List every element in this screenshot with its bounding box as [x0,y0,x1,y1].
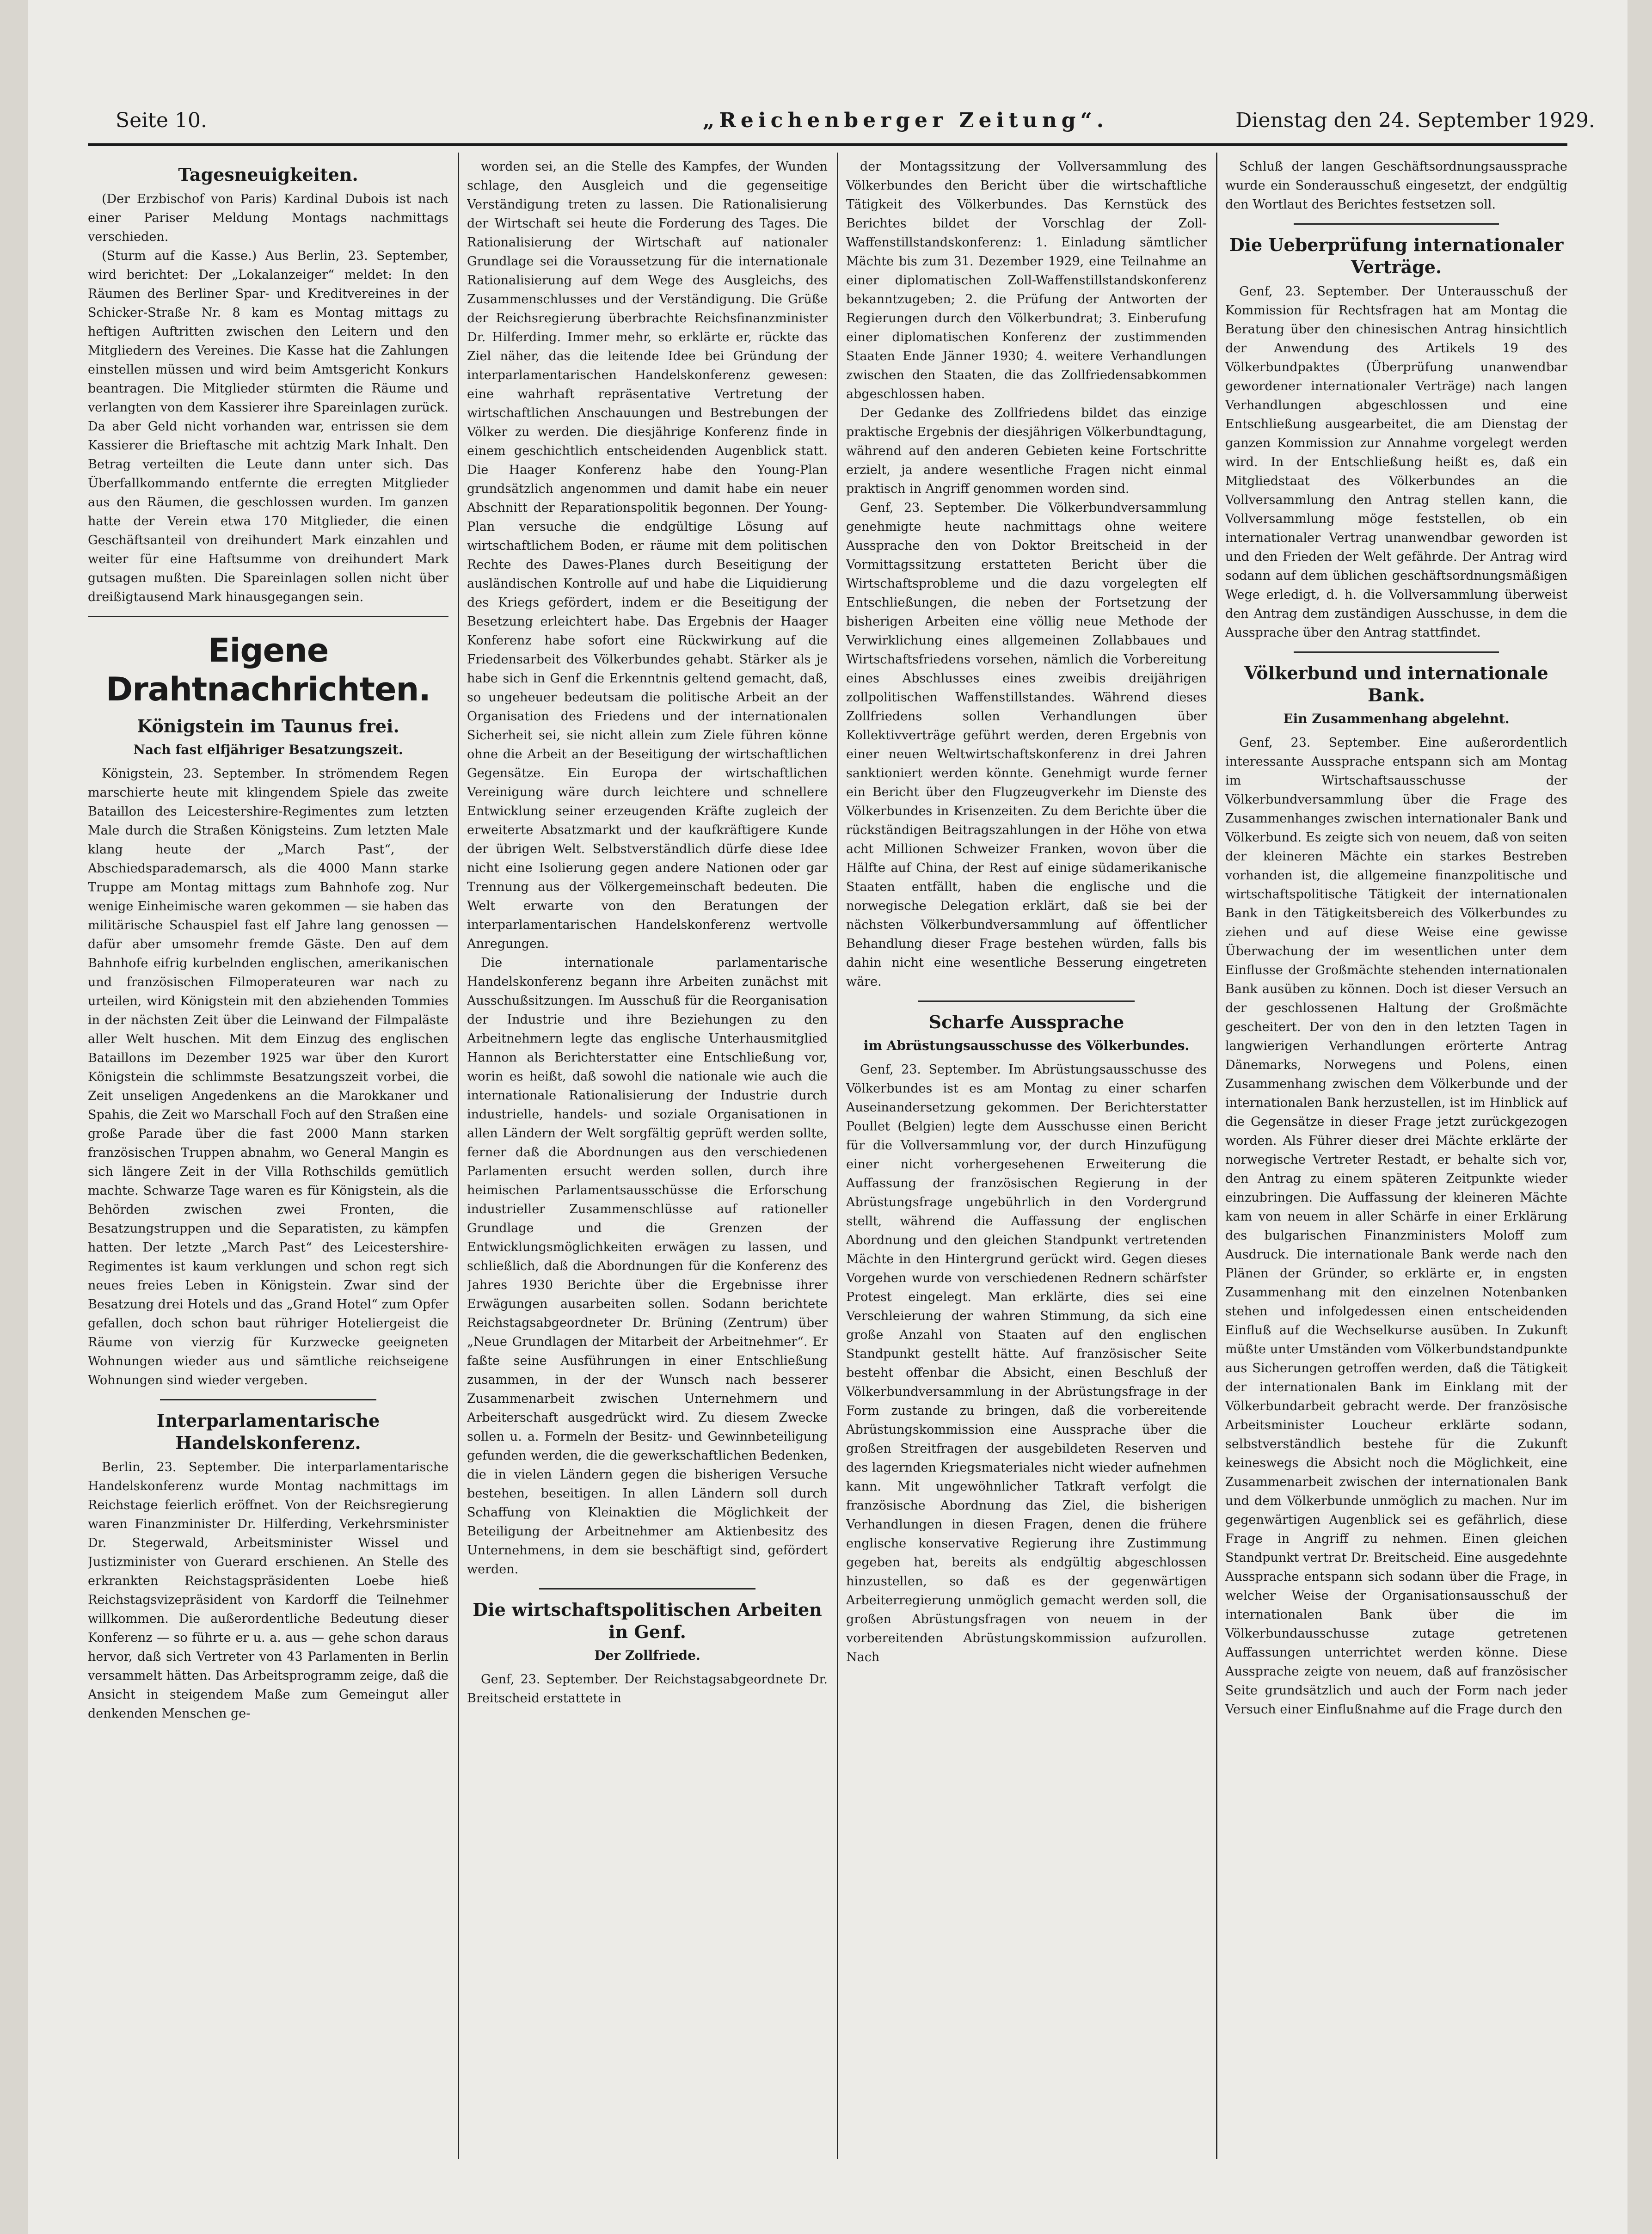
article-paragraph: worden sei, an die Stelle des Kampfes, der Wunden schlage, den Ausgleich und die gegenseitige Verständigung treten zu lassen. Die Rationalisierung der Wirtschaft sei heute die Forderung des Tages. Die Rationalisierung der Wirtschaft auf nationaler Grundlage sei die Voraussetzung für die internationale Rationalisierung auf dem Wege des Ausgleichs, des Zusammenschlusses und der Verständigung. Die Grüße der Reichsregierung überbrachte Reichsfinanzminister Dr. Hilferding. Immer mehr, so erklärte er, rückte das Ziel näher, das die leitende Idee bei Gründung der interparlamentarischen Handelskonferenz gewesen: eine wahrhaft repräsentative Vertretung der wirtschaftlichen Anschauungen und Bestrebungen der Völker zu werden. Die diesjährige Konferenz finde in einem geschichtlich entscheidenden Augenblick statt. Die Haager Konferenz habe den Young-Plan grundsätzlich angenommen und damit habe ein neuer Abschnitt der Reparationspolitik begonnen. Der Young-Plan versuche die endgültige Lösung auf wirtschaftlichem Boden, er räume mit dem politischen Rechte des Dawes-Planes durch Beseitigung der ausländischen Kontrolle auf und habe die Liquidierung des Kriegs gefördert, indem er die Beseitigung der Besetzung erleichtert habe. Das Ergebnis der Haager Konferenz habe sofort eine Rückwirkung auf die Friedensarbeit des Völkerbundes gehabt. Stärker als je habe sich in Genf die Erkenntnis geltend gemacht, daß, so ungeheuer bedeutsam die politische Arbeit an der Organisation des Friedens und der internationalen Sicherheit sei, sie nicht allein zum Ziele führen könne ohne die Arbeit an der Beseitigung der wirtschaftlichen Gegensätze. Ein Europa der wirtschaftlichen Vereinigung wäre durch leichtere und schnellere Entwicklung seiner erzeugenden Kräfte zugleich der erweiterte Absatzmarkt und der kaufkräftigere Kunde der übrigen Welt. Selbstverständlich dürfe diese Idee nicht eine Isolierung gegen andere Nationen oder gar Trennung aus der Völkergemeinschaft bedeuten. Die Welt erwarte von den Beratungen der interparlamentarischen Handelskonferenz wertvolle Anregungen. [467,160,828,951]
article-paragraph: Der Gedanke des Zollfriedens bildet das einzige praktische Ergebnis der diesjährigen Völkerbundtagung, während auf den anderen Gebieten keine Fortschritte erzielt, ja andere wesentliche Fragen nicht einmal praktisch in Angriff genommen worden sind. [846,406,1207,496]
page-header [116,109,1595,141]
article-paragraph: der Montagssitzung der Vollversammlung des Völkerbundes den Bericht über die wirtschaftliche Tätigkeit des Völkerbundes. Das Kernstück des Berichtes bildet der Vorschlag der Zoll-Waffenstillstandskonferenz: 1. Einladung sämtlicher Mächte bis zum 31. Dezember 1929, eine Teilnahme an einer diplomatischen Zoll-Waffenstillstandskonferenz bekanntzugeben; 2. die Prüfung der Antworten der Regierungen durch den Völkerbundrat; 3. Einberufung einer diplomatischen Konferenz der zustimmenden Staaten Ende Jänner 1930; 4. weitere Verhandlungen zwischen den Staaten, die das Zollfriedensabkommen abgeschlossen haben. [846,160,1207,401]
article-paragraph: Schluß der langen Geschäftsordnungsaussprache wurde ein Sonderausschuß eingesetzt, der endgültig den Wortlaut des Berichtes festsetzen soll. [1225,160,1567,212]
article-headline: Die Ueberprüfung internationaler Verträge. [1229,234,1564,277]
divider [1294,651,1499,653]
article-paragraph: (Sturm auf die Kasse.) Aus Berlin, 23. September, wird berichtet: Der „Lokalanzeiger“ meldet: In den Räumen des Berliner Spar- und Kreditvereines in der Schicker-Straße Nr. 8 kam es Montag mittags zu heftigen Auftritten zwischen den Leitern und den Mitgliedern des Vereines. Die Kasse hat die Zahlungen einstellen müssen und wird beim Amtsgericht Konkurs beantragen. Die Mitglieder stürmten die Räume und verlangten von dem Kassierer ihre Spareinlagen zurück. Da aber Geld nicht vorhanden war, entrissen sie dem Kassierer die Brieftasche mit achtzig Mark Inhalt. Den Betrag verteilten die Leute dann unter sich. Das Überfallkommando entfernte die erregten Mitglieder aus den Räumen, die geschlossen wurden. Im ganzen hatte der Verein etwa 170 Mitglieder, die einen Geschäftsanteil von dreihundert Mark einzahlen und weiter für eine Haftsumme von dreihundert Mark gutsagen mußten. Die Spareinlagen sollen nicht über dreißigtausend Mark hinausgegangen sein. [88,249,448,604]
article-paragraph: Genf, 23. September. Die Völkerbundversammlung genehmigte heute nachmittags ohne weitere Aussprache den von Doktor Breitscheid in der Vormittagssitzung erstatteten Bericht über die Wirtschaftsprobleme und die dazu vorgelegten elf Entschließungen, die neben der Fortsetzung der bisherigen Arbeiten eine völlig neue Methode der Verwirklichung eines allgemeinen Zollabbaues und Wirtschaftsfriedens vorsehen, nämlich die Vorbereitung eines Abschlusses eines zweibis dreijährigen zollpolitischen Waffenstillstandes. Während dieses Zollfriedens sollen Verhandlungen über Kollektivverträge geführt werden, deren Ergebnis von einer neuen Weltwirtschaftskonferenz in drei Jahren sanktioniert werden könnte. Genehmigt wurde ferner ein Bericht über den Flugzeugverkehr im Dienste des Völkerbundes in Krisenzeiten. Zu dem Berichte über die rückständigen Beitragszahlungen in der Höhe von etwa acht Millionen Schweizer Franken, wovon über die Hälfte auf China, der Rest auf einige südamerikanische Staaten entfällt, haben die englische und die norwegische Delegation erklärt, daß sie bei der nächsten Völkerbundversammlung auf öffentlicher Behandlung dieser Frage bestehen würden, falls bis dahin nicht eine wesentliche Besserung eingetreten wäre. [846,501,1207,989]
divider [539,1588,755,1590]
newspaper-title: „Reichenberger Zeitung“. [703,109,1109,132]
article-paragraph: Genf, 23. September. Im Abrüstungsausschusse des Völkerbundes ist es am Montag zu einer scharfen Auseinandersetzung gekommen. Der Berichterstatter Poullet (Belgien) legte dem Ausschusse einen Bericht für die Vollversammlung vor, der durch Hinzufügung einer nicht vorhergesehenen Erweiterung die Auffassung der französischen Regierung in der Abrüstungsfrage ungebührlich in den Vordergrund stellt, während die Auffassung der englischen Abordnung und den gleichen Standpunkt vertretenden Mächte in den Hintergrund gerückt wird. Gegen dieses Vorgehen wurde von verschiedenen Rednern schärfster Protest eingelegt. Man erklärte, dies sei eine Verschleierung der wahren Stimmung, da sich eine große Anzahl von Staaten auf den englischen Standpunkt gestellt hätte. Auf französischer Seite besteht offenbar die Absicht, einen Beschluß der Völkerbundversammlung in der Abrüstungsfrage in der Form zustande zu bringen, daß die vorbereitende Abrüstungskommission eine Aussprache über die großen Streitfragen der ausgebildeten Reserven und des lagernden Kriegsmateriales nicht wieder aufnehmen kann. Mit ungewöhnlicher Tatkraft verfolgt die französische Abordnung das Ziel, die bisherigen Verhandlungen in diesen Fragen, denen die frühere englische konservative Regierung ihre Zustimmung gegeben hat, bereits als endgültig abgeschlossen hinzustellen, so daß es der gegenwärtigen Arbeiterregierung unmöglich gemacht werden soll, die großen Abrüstungsfragen von neuem in der vorbereitenden Abrüstungskommission aufzurollen. Nach [846,1062,1207,1664]
article-subheadline: Ein Zusammenhang abgelehnt. [1283,711,1510,726]
article-headline: Völkerbund und internationale Bank. [1244,663,1548,706]
article-headline: Die wirtschaftspolitischen Arbeiten in Genf. [473,1599,822,1642]
page-number: Seite 10. [116,109,207,132]
article-paragraph: (Der Erzbischof von Paris) Kardinal Dubois ist nach einer Pariser Meldung Montags nachmittags verschieden. [88,192,448,244]
article-paragraph: Die internationale parlamentarische Handelskonferenz begann ihre Arbeiten zunächst mit Ausschußsitzungen. Im Ausschuß für die Reorganisation der Industrie und ihre Beziehungen zu den Arbeitnehmern legte das englische Unterhausmitglied Hannon als Berichterstatter eine Entschließung vor, worin es heißt, daß sowohl die nationale wie auch die internationale Rationalisierung der Industrie durch industrielle, handels- und soziale Organisationen in allen Ländern der Welt sorgfältig geprüft werden sollte, ferner daß die Abordnungen aus den verschiedenen Parlamenten ersucht werden sollen, durch ihre heimischen Parlamentsausschüsse die Erforschung industrieller Zusammenschlüsse auf rationeller Grundlage und die Grenzen der Entwicklungsmöglichkeiten erwägen zu lassen, und schließlich, daß die Abordnungen für die Konferenz des Jahres 1930 Berichte über die Ergebnisse ihrer Erwägungen ausarbeiten sollen. Sodann berichtete Reichstagsabgeordneter Dr. Brüning (Zentrum) über „Neue Grundlagen der Mitarbeit der Arbeitnehmer“. Er faßte seine Ausführungen in einer Entschließung zusammen, in der der Wunsch nach besserer Zusammenarbeit zwischen Unternehmern und Arbeiterschaft ausgedrückt wird. Zu diesem Zwecke sollen u. a. Formeln der Besitz- und Gewinnbeteiligung gefunden werden, die die gewerkschaftlichen Bedenken, die in vielen Ländern gegen die bisherigen Versuche bestehen, beseitigen. In allen Ländern soll durch Schaffung von Kleinaktien die Möglichkeit der Beteiligung der Arbeitnehmer am Aktienbesitz des Unternehmens, in dem sie beschäftigt sind, gefördert werden. [467,956,828,1577]
column-rule [1216,153,1217,2159]
column-rule [837,153,838,2159]
column-rule [458,153,459,2159]
article-headline: Interparlamentarische Handelskonferenz. [156,1410,380,1453]
article-subheadline: Nach fast elfjähriger Besatzungszeit. [133,742,403,757]
section-heading: Eigene Drahtnachrichten. [106,632,430,708]
divider [88,616,448,617]
divider [160,1399,376,1400]
divider [918,1000,1135,1002]
column-4 [1225,157,1567,2145]
section-title: Tagesneuigkeiten. [178,164,358,185]
column-3 [846,157,1207,2145]
article-headline: Königstein im Taunus frei. [137,716,399,736]
column-1 [88,157,448,2145]
article-paragraph: Genf, 23. September. Der Unterausschuß der Kommission für Rechtsfragen hat am Montag die Beratung über den chinesischen Antrag hinsichtlich der Anwendung des Artikels 19 des Völkerbundpaktes (Überprüfung unanwendbar gewordener internationaler Verträge) nach langen Verhandlungen abgeschlossen und eine Entschließung ausgearbeitet, die am Dienstag der ganzen Kommission zur Annahme vorgelegt werden wird. In der Entschließung heißt es, daß ein Mitgliedstaat des Völkerbundes an die Vollversammlung den Antrag stellen kann, die Vollversammlung möge feststellen, ob ein internationaler Vertrag unanwendbar geworden ist und den Frieden der Welt gefährde. Der Antrag wird sodann auf dem üblichen geschäftsordnungsmäßigen Wege erledigt, d. h. die Vollversammlung überweist den Antrag dem zuständigen Ausschusse, in dem die Aussprache über den Antrag stattfindet. [1225,284,1567,640]
article-paragraph: Königstein, 23. September. In strömendem Regen marschierte heute mit klingendem Spiele das zweite Bataillon des Leicestershire-Regimentes zum letzten Male durch die Straßen Königsteins. Zum letzten Male klang heute der „March Past“, der Abschiedsparademarsch, als die 4000 Mann starke Truppe am Montag mittags zum Bahnhofe zog. Nur wenige Einheimische waren gekommen — sie haben das militärische Schauspiel fast elf Jahre lang genossen — dafür aber umsomehr fremde Gäste. Den auf dem Bahnhofe eifrig kurbelnden englischen, amerikanischen und französischen Filmoperateuren war nach zu urteilen, wird Königstein mit den abziehenden Tommies in der nächsten Zeit über die Leinwand der Filmpaläste aller Welt huschen. Mit dem Einzug des englischen Bataillons im Dezember 1925 war über den Kurort Königstein die schlimmste Besatzungszeit vorbei, die Zeit unseligen Angedenkens an die Marokkaner und Spahis, die Zeit wo Marschall Foch auf den Straßen eine große Parade über die fast 2000 Mann starken französischen Truppen abnahm, wo General Mangin es sich längere Zeit in der Villa Rothschilds gemütlich machte. Schwarze Tage waren es für Königstein, als die Behörden zwischen zwei Fronten, die Besatzungstruppen und die Separatisten, zu kämpfen hatten. Der letzte „March Past“ des Leicestershire-Regimentes ist kaum verklungen und schon regt sich neues freies Leben in Königstein. Zwar sind der Besatzung drei Hotels und das „Grand Hotel“ zum Opfer gefallen, doch schon baut rühriger Hoteliergeist die Räume von vierzig für Kurzwecke geeigneten Wohnungen wieder aus und sämtliche reichseigene Wohnungen sind wieder vergeben. [88,767,448,1387]
article-paragraph: Genf, 23. September. Eine außerordentlich interessante Aussprache entspann sich am Montag im Wirtschaftsausschusse der Völkerbundversammlung über die Frage des Zusammenhanges zwischen internationaler Bank und Völkerbund. Es zeigte sich von neuem, daß von seiten der kleineren Mächte ein starkes Bestreben vorhanden ist, die allgemeine finanzpolitische und wirtschaftspolitische Tätigkeit der internationalen Bank in den Tätigkeitsbereich des Völkerbundes zu ziehen und auf diese Weise eine gewisse Überwachung der im wesentlichen unter dem Einflusse der Großmächte stehenden internationalen Bank ausüben zu können. Doch ist dieser Versuch an der geschlossenen Haltung der Großmächte gescheitert. Der von den in den letzten Tagen in langwierigen Verhandlungen erörterte Antrag Dänemarks, Norwegens und Polens, einen Zusammenhang zwischen dem Völkerbunde und der internationalen Bank herzustellen, ist im Hinblick auf die Gegensätze in dieser Frage jetzt zurückgezogen worden. Als Führer dieser drei Mächte erklärte der norwegische Vertreter Restadt, er behalte sich vor, den Antrag zu einem späteren Zeitpunkte wieder einzubringen. Die Auffassung der kleineren Mächte kam von neuem in aller Schärfe in einer Erklärung des bulgarischen Finanzministers Moloff zum Ausdruck. Die internationale Bank werde nach den Plänen der Gründer, so erklärte er, in engsten Zusammenhang mit den einzelnen Notenbanken stehen und infolgedessen einen entscheidenden Einfluß auf die Wechselkurse ausüben. In Zukunft müßte unter Umständen vom Völkerbundstandpunkte aus Sicherungen getroffen werden, daß die Tätigkeit der internationalen Bank im Einklang mit der Völkerbundarbeit gebracht werde. Der französische Arbeitsminister Loucheur erklärte sodann, selbstverständlich bestehe für die Zukunft keineswegs die Absicht noch die Möglichkeit, eine Zusammenarbeit zwischen der internationalen Bank und dem Völkerbunde unmöglich zu machen. Nur im gegenwärtigen Augenblick sei es gefährlich, diese Frage in Angriff zu nehmen. Einen gleichen Standpunkt vertrat Dr. Breitscheid. Eine ausgedehnte Aussprache entspann sich sodann über die Frage, in welcher Weise der Organisationsausschuß der internationalen Bank über die im Völkerbundausschusse zutage getretenen Auffassungen unterrichtet werden könne. Diese Aussprache zeigte von neuem, daß auf französischer Seite grundsätzlich und auch der Form nach jeder Versuch einer Einflußnahme auf die Frage durch den [1225,736,1567,1717]
header-rule [88,143,1567,146]
article-paragraph: Genf, 23. September. Der Reichstagsabgeordnete Dr. Breitscheid erstattete in [467,1672,828,1706]
divider [1294,223,1499,225]
article-subheadline: im Abrüstungsausschusse des Völkerbundes. [863,1038,1190,1053]
issue-date: Dienstag den 24. September 1929. [1235,109,1595,132]
article-paragraph: Berlin, 23. September. Die interparlamentarische Handelskonferenz wurde Montag nachmittags im Reichstage feierlich eröffnet. Von der Reichsregierung waren Finanzminister Dr. Hilferding, Verkehrsminister Dr. Stegerwald, Arbeitsminister Wissel und Justizminister von Guerard erschienen. An Stelle des erkrankten Reichstagspräsidenten Loebe hieß Reichstagsvizepräsident von Kardorff die Teilnehmer willkommen. Die außerordentliche Bedeutung dieser Konferenz — so führte er u. a. aus — gehe schon daraus hervor, daß sich Vertreter von 43 Parlamenten in Berlin versammelt hätten. Das Arbeitsprogramm zeige, daß die Ansicht in steigendem Maße zum Gemeingut aller denkenden Menschen ge- [88,1460,448,1721]
column-2 [467,157,828,2145]
article-headline: Scharfe Aussprache [928,1012,1124,1032]
article-subheadline: Der Zollfriede. [594,1648,700,1663]
